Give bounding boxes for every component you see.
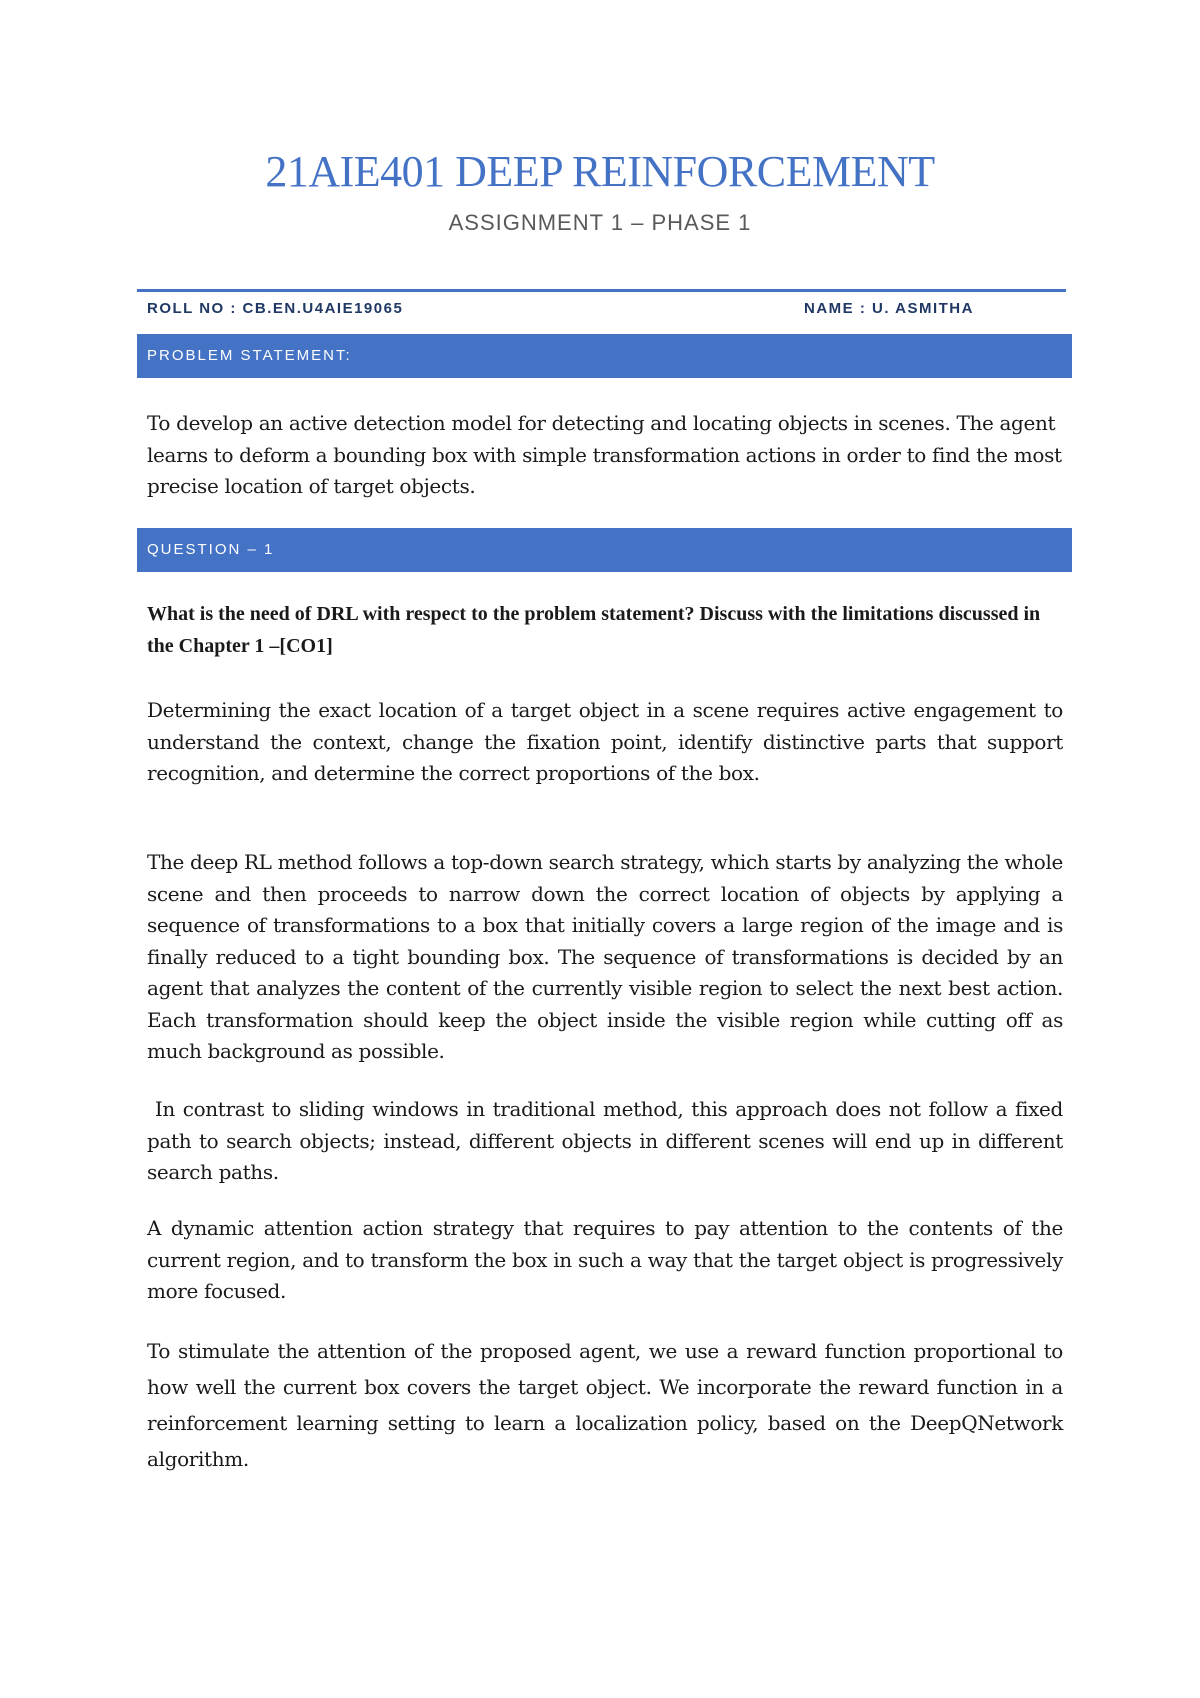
section-heading-problem-statement: PROBLEM STATEMENT: [137,334,1072,378]
section-heading-question-1: QUESTION – 1 [137,528,1072,572]
answer-paragraph: A dynamic attention action strategy that requires to pay attention to the contents of the current region, and to transform the box in such a way that the target object is progressively more focused. [147,1216,1063,1303]
answer-paragraph: In contrast to sliding windows in traditional method, this approach does not follow a fixed path to search objects; instead, different objects in different scenes will end up in different search paths. [147,1097,1070,1184]
document-title: 21AIE401 DEEP REINFORCEMENT [265,147,935,196]
student-name: NAME : U. ASMITHA [804,300,974,317]
answer-paragraph: The deep RL method follows a top-down search strategy, which starts by analyzing the whole scene and then proceeds to narrow down the correct location of objects by applying a sequence of transformations to a box that initially covers a large region of the image and is finally reduced to a tight bounding box. The sequence of transformations is decided by an agent that analyzes the content of the currently visible region to select the next best action. Each transformation should keep the object inside the visible region while cutting off as much background as possible. [147,850,1063,1063]
answer-paragraph: To stimulate the attention of the proposed agent, we use a reward function proportional to how well the current box covers the target object. We incorporate the reward function in a reinforcement learning setting to learn a localization policy, based on the DeepQNetwork algorithm. [147,1339,1063,1471]
question-1-prompt: What is the need of DRL with respect to the problem statement? Discuss with the limitations discussed in the Chapter 1 –[CO1] [147,603,1041,657]
problem-statement-text: To develop an active detection model for detecting and locating objects in scenes. The agent learns to deform a bounding box with simple transformation actions in order to find the most precise location of target objects. [147,411,1062,498]
answer-paragraph: Determining the exact location of a target object in a scene requires active engagement to understand the context, change the fixation point, identify distinctive parts that support recognition, and determine the correct proportions of the box. [147,698,1063,785]
roll-number: ROLL NO : CB.EN.U4AIE19065 [147,300,404,317]
document-subtitle: ASSIGNMENT 1 – PHASE 1 [448,210,752,235]
header-divider [137,289,1066,292]
